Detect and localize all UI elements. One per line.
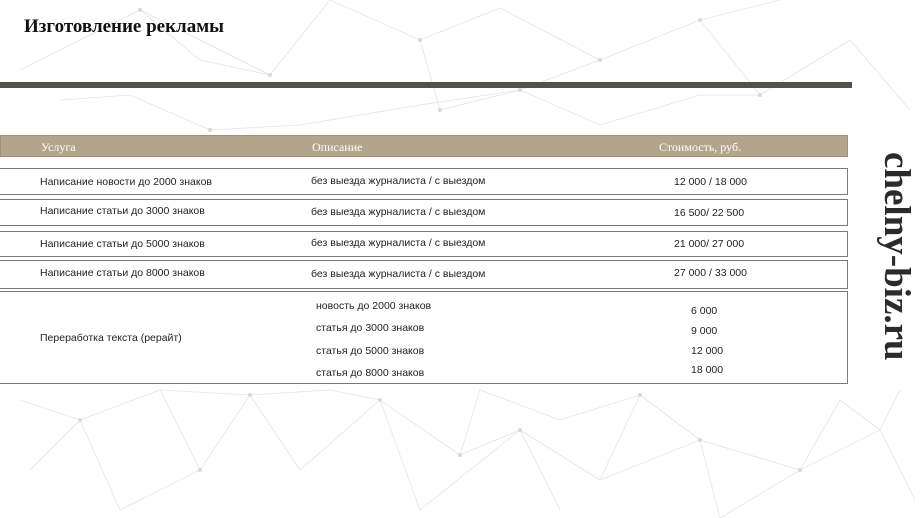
title-divider — [0, 82, 852, 88]
header-price: Стоимость, руб. — [659, 140, 742, 154]
table-row — [0, 168, 848, 195]
row-price: 16 500/ 22 500 — [674, 207, 745, 219]
rewrite-item-price: 18 000 — [691, 364, 724, 376]
rewrite-item-description: статья до 8000 знаков — [316, 367, 425, 379]
row-service: Написание новости до 2000 знаков — [40, 176, 213, 188]
row-service: Написание статьи до 8000 знаков — [40, 267, 205, 279]
row-description: без выезда журналиста / с выездом — [311, 175, 486, 187]
rewrite-item-description: статья до 3000 знаков — [316, 322, 425, 334]
header-description: Описание — [312, 140, 363, 154]
row-price: 21 000/ 27 000 — [674, 238, 745, 250]
row-description: без выезда журналиста / с выездом — [311, 237, 486, 249]
row-service: Написание статьи до 5000 знаков — [40, 238, 205, 250]
rewrite-item-description: новость до 2000 знаков — [316, 300, 432, 312]
rewrite-item-description: статья до 5000 знаков — [316, 345, 425, 357]
rewrite-item-price: 12 000 — [691, 345, 724, 357]
row-description: без выезда журналиста / с выездом — [311, 206, 486, 218]
row-description: без выезда журналиста / с выездом — [311, 268, 486, 280]
table-header — [0, 135, 848, 157]
row-service: Написание статьи до 3000 знаков — [40, 205, 205, 217]
table-row-rewrite — [0, 291, 848, 384]
table-row — [0, 199, 848, 226]
rewrite-item-price: 6 000 — [691, 305, 718, 317]
site-domain-label: chelny-biz.ru — [876, 151, 917, 361]
table-row — [0, 231, 848, 257]
header-service: Услуга — [41, 140, 76, 154]
page-title: Изготовление рекламы — [24, 16, 224, 37]
table-row — [0, 260, 848, 289]
row-price: 12 000 / 18 000 — [674, 176, 747, 188]
rewrite-item-price: 9 000 — [691, 325, 718, 337]
rewrite-service: Переработка текста (рерайт) — [40, 332, 182, 344]
row-price: 27 000 / 33 000 — [674, 267, 747, 279]
